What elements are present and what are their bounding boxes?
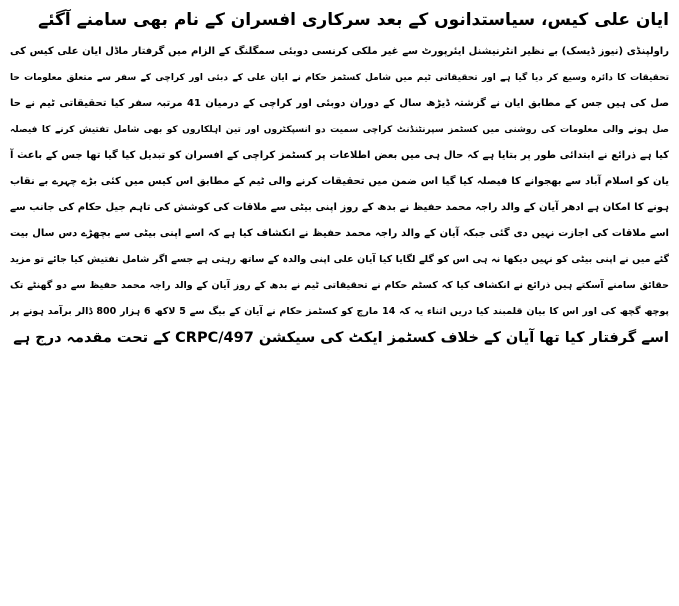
article-line: راولپنڈی (نیوز ڈیسک) بے نظیر انٹرنیشنل ایئرپورٹ سے غیر ملکی کرنسی دوبئی سمگلنگ کے الزام میں گرفتار ماڈل ایان علی کیس کی xyxy=(10,46,669,57)
article-headline: ایان علی کیس، سیاستدانوں کے بعد سرکاری افسران کے نام بھی سامنے آگئے xyxy=(38,10,669,30)
article-line: صل ہونے والی معلومات کی روشنی میں کسٹمز سپرنٹنڈنٹ کراچی سمیت دو انسپکٹروں اور تین اہلکاروں کو بھی شامل تفتیش کرنے کا فیصلہ xyxy=(10,125,669,135)
article-line: اسے ملاقات کی اجازت نہیں دی گئی جبکہ آیان کے والد راجہ محمد حفیظ نے انکشاف کیا ہے کہ اسے اپنی بیٹی سے بچھڑے دس سال بیت xyxy=(10,228,669,239)
article-body xyxy=(10,42,669,354)
article-line: کیا ہے ذرائع نے ابتدائی طور پر بتایا ہے کہ حال ہی میں بعض اطلاعات پر کسٹمز کراچی کے افسران کو تبدیل کیا گیا تھا جس کے باعث آ xyxy=(10,150,669,161)
article-line: یان کو اسلام آباد سے بھجوانے کا فیصلہ کیا گیا اس ضمن میں تحقیقات کرنے والی ٹیم کے مطابق اس کیس میں کئی بڑے چہرے بے نقاب xyxy=(10,176,669,187)
article-line: صل کی ہیں جس کے مطابق ایان نے گزشتہ ڈیڑھ سال کے دوران دوبئی اور کراچی کے درمیان 41 مرتبہ سفر کیا تحقیقاتی ٹیم نے حا xyxy=(10,98,669,109)
article-line: ہونے کا امکان ہے ادھر آیان کے والد راجہ محمد حفیظ نے بدھ کے روز اپنی بیٹی سے ملاقات کی کوشش کی تاہم جیل حکام کی جانب سے xyxy=(10,202,669,213)
article-line: گئے میں نے اپنی بیٹی کو نہیں دیکھا نہ ہی اس کو گلے لگایا کیا آیان علی اپنی والدہ کے ساتھ رہتی ہے جسے اگر شامل تفتیش کیا جائے تو مزید xyxy=(10,254,669,265)
article-line: حقائق سامنے آسکتے ہیں ذرائع نے انکشاف کیا کہ کسٹم حکام نے تحقیقاتی ٹیم نے بدھ کے روز آیان کے والد راجہ محمد حفیظ سے دو گھنٹے تک xyxy=(10,280,669,291)
article-line: پوچھ گچھ کی اور اس کا بیان قلمبند کیا دریں اثناء یہ کہ 14 مارچ کو کسٹمز حکام نے آیان کے بیگ سے 5 لاکھ 6 ہزار 800 ڈالر برآمد ہونے پر xyxy=(10,306,669,317)
article-line: اسے گرفتار کیا تھا آیان کے خلاف کسٹمز ایکٹ کی سیکشن CRPC/497 کے تحت مقدمہ درج ہے xyxy=(13,330,669,346)
article-line: تحقیقات کا دائرہ وسیع کر دیا گیا ہے اور تحقیقاتی ٹیم میں شامل کسٹمز حکام نے ایان علی کے دبئی اور کراچی کے سفر سے متعلق معلومات حا xyxy=(10,73,669,83)
